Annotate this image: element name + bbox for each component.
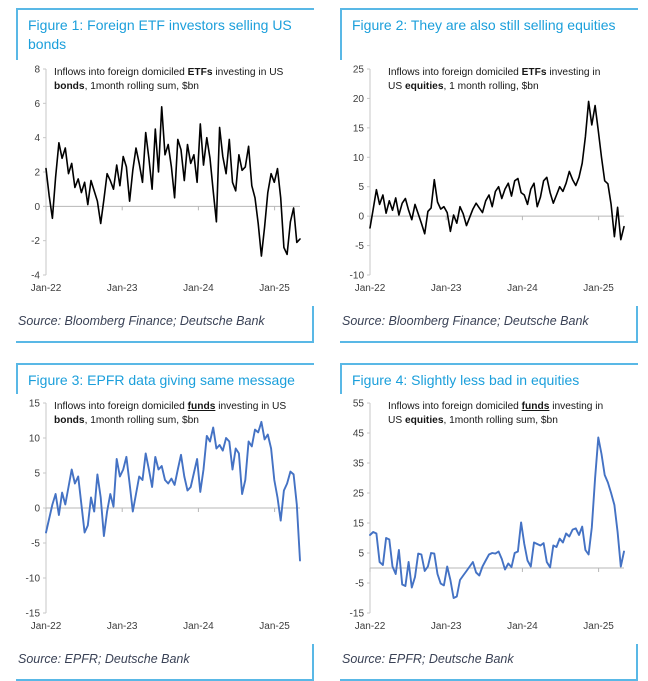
figure-3-panel <box>16 363 314 681</box>
figure-2-title: Figure 2: They are also still selling equities <box>340 8 638 60</box>
svg-text:-5: -5 <box>355 578 364 590</box>
svg-text:0: 0 <box>358 211 364 223</box>
figure-4-panel <box>340 363 638 681</box>
svg-text:Jan-25: Jan-25 <box>583 621 614 632</box>
svg-text:6: 6 <box>34 98 40 110</box>
svg-text:-10: -10 <box>349 270 364 282</box>
svg-text:4: 4 <box>34 133 40 145</box>
svg-text:5: 5 <box>358 548 364 560</box>
svg-text:Jan-22: Jan-22 <box>30 283 62 294</box>
figure-2-line-chart <box>340 63 632 297</box>
svg-text:-4: -4 <box>31 270 40 282</box>
figure-1-chart-area <box>16 63 314 302</box>
figure-3-chart-subtitle: Inflows into foreign domiciled funds investing in US bonds, 1month rolling sum, $bn <box>54 401 287 427</box>
svg-text:Jan-22: Jan-22 <box>354 283 386 294</box>
svg-text:5: 5 <box>34 468 40 480</box>
figure-1-panel <box>16 8 314 343</box>
figure-4-chart-area <box>340 397 638 640</box>
svg-text:55: 55 <box>352 398 364 410</box>
figure-4-line-chart <box>340 397 632 635</box>
svg-text:Jan-24: Jan-24 <box>183 283 214 294</box>
svg-text:Jan-23: Jan-23 <box>106 283 138 294</box>
figure-3-title: Figure 3: EPFR data giving same message <box>16 363 314 394</box>
figure-2-source-note: Source: Bloomberg Finance; Deutsche Bank <box>340 306 638 343</box>
svg-text:Jan-24: Jan-24 <box>507 621 538 632</box>
svg-text:-5: -5 <box>31 538 40 550</box>
svg-text:15: 15 <box>28 398 40 410</box>
svg-text:8: 8 <box>34 64 40 76</box>
figure-2-chart-subtitle: Inflows into foreign domiciled ETFs investing in US equities, 1 month rolling, $bn <box>388 67 601 93</box>
svg-text:10: 10 <box>28 433 40 445</box>
figure-2-chart-area <box>340 63 638 302</box>
svg-text:Jan-25: Jan-25 <box>259 621 290 632</box>
svg-text:15: 15 <box>352 123 364 135</box>
svg-text:20: 20 <box>352 93 364 105</box>
svg-text:Jan-25: Jan-25 <box>583 283 614 294</box>
figure-1-chart-subtitle: Inflows into foreign domiciled ETFs investing in US bonds, 1month rolling sum, $bn <box>54 67 284 93</box>
svg-text:Jan-23: Jan-23 <box>106 621 138 632</box>
svg-text:-2: -2 <box>31 236 40 248</box>
figures-grid <box>16 8 638 681</box>
svg-text:Jan-25: Jan-25 <box>259 283 290 294</box>
svg-text:-5: -5 <box>355 241 364 253</box>
svg-text:Jan-24: Jan-24 <box>183 621 214 632</box>
svg-text:0: 0 <box>34 201 40 213</box>
svg-text:Jan-22: Jan-22 <box>30 621 62 632</box>
figure-3-chart-area <box>16 397 314 640</box>
svg-text:25: 25 <box>352 64 364 76</box>
figure-1-title: Figure 1: Foreign ETF investors selling US bonds <box>16 8 314 60</box>
figure-4-chart-subtitle: Inflows into foreign domiciled funds investing in US equities, 1month rolling sum, $bn <box>388 401 604 427</box>
svg-text:35: 35 <box>352 458 364 470</box>
svg-text:-10: -10 <box>25 573 40 585</box>
svg-text:25: 25 <box>352 488 364 500</box>
svg-text:Jan-22: Jan-22 <box>354 621 386 632</box>
svg-text:2: 2 <box>34 167 40 179</box>
svg-text:45: 45 <box>352 428 364 440</box>
figure-3-line-chart <box>16 397 308 635</box>
svg-text:15: 15 <box>352 518 364 530</box>
svg-text:5: 5 <box>358 182 364 194</box>
figure-1-line-chart <box>16 63 308 297</box>
svg-text:Jan-24: Jan-24 <box>507 283 538 294</box>
svg-text:-15: -15 <box>349 608 364 620</box>
svg-text:Jan-23: Jan-23 <box>430 621 462 632</box>
figure-4-title: Figure 4: Slightly less bad in equities <box>340 363 638 394</box>
figure-1-source-note: Source: Bloomberg Finance; Deutsche Bank <box>16 306 314 343</box>
figure-3-source-note: Source: EPFR; Deutsche Bank <box>16 644 314 681</box>
figure-2-panel <box>340 8 638 343</box>
svg-text:0: 0 <box>34 503 40 515</box>
figure-4-source-note: Source: EPFR; Deutsche Bank <box>340 644 638 681</box>
svg-text:10: 10 <box>352 152 364 164</box>
svg-text:Jan-23: Jan-23 <box>430 283 462 294</box>
svg-text:-15: -15 <box>25 608 40 620</box>
